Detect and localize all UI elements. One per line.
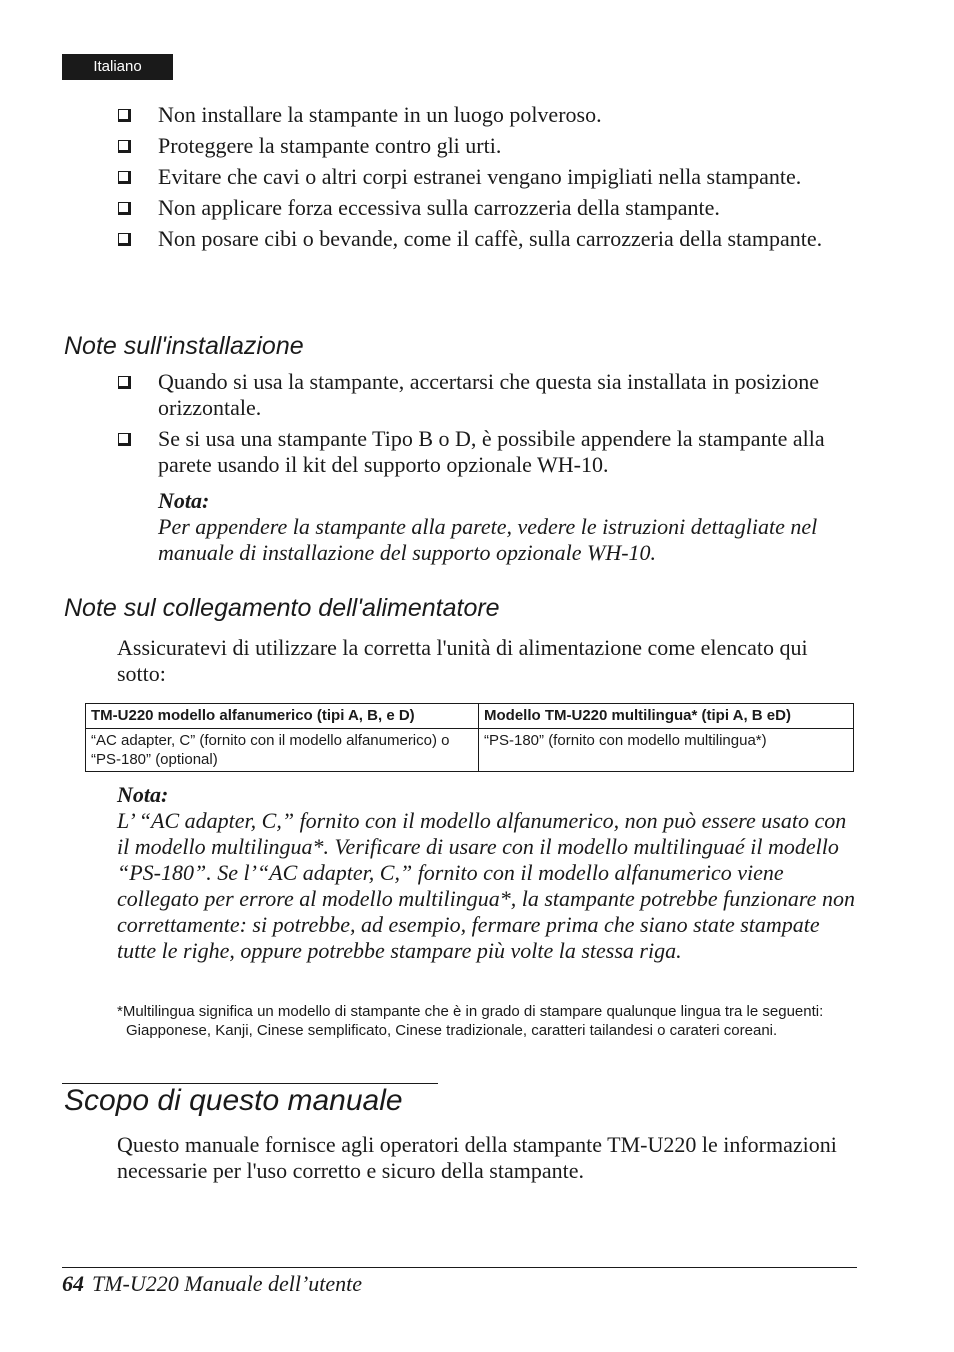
table-header-cell: TM-U220 modello alfanumerico (tipi A, B, e D) [86,704,479,729]
list-item: Non installare la stampante in un luogo polveroso. [118,102,863,128]
table-row [86,729,854,772]
checkbox-bullet-icon [118,202,131,215]
footnote: *Multilingua significa un modello di stampante che è in grado di stampare qualunque lingua tra le seguenti: Giapponese, Kanji, Cinese semplificato, Cinese tradizionale, caratteri tailandesi o carateri coreani. [117,1003,824,1039]
installation-note [158,488,858,566]
manual-title: TM-U220 Manuale dell’utente [92,1271,363,1296]
list-item: Non applicare forza eccessiva sulla carrozzeria della stampante. [118,195,863,221]
checkbox-bullet-icon [118,140,131,153]
list-item: Evitare che cavi o altri corpi estranei vengano impigliati nella stampante. [118,164,863,190]
installation-list [118,369,863,483]
power-intro: Assicuratevi di utilizzare la corretta l'unità di alimentazione come elencato qui sotto: [117,635,808,686]
table-header-cell: Modello TM-U220 multilingua* (tipi A, B eD) [479,704,854,729]
language-tab: Italiano [62,54,173,80]
note-text: Per appendere la stampante alla parete, vedere le istruzioni dettagliate nel manuale di installazione del supporto opzionale WH-10. [158,514,818,565]
checkbox-bullet-icon [118,233,131,246]
power-adapter-table [85,703,854,772]
note-label: Nota: [158,488,210,513]
installation-heading: Note sull'installazione [64,332,304,360]
footer-rule [62,1267,857,1268]
checkbox-bullet-icon [118,433,131,446]
precautions-list [118,102,863,257]
page-number: 64 [62,1271,84,1296]
scope-heading: Scopo di questo manuale [64,1084,403,1117]
power-note [117,782,857,964]
list-item: Non posare cibi o bevande, come il caffè, sulla carrozzeria della stampante. [118,226,863,252]
note-label: Nota: [117,782,169,807]
scope-text: Questo manuale fornisce agli operatori della stampante TM-U220 le informazioni necessarie per l'uso corretto e sicuro della stampante. [117,1132,837,1183]
list-item: Proteggere la stampante contro gli urti. [118,133,863,159]
table-header-row [86,704,854,729]
power-heading: Note sul collegamento dell'alimentatore [64,594,500,622]
checkbox-bullet-icon [118,109,131,122]
list-item: Quando si usa la stampante, accertarsi che questa sia installata in posizione orizzontale. [118,369,863,421]
table-cell: “AC adapter, C” (fornito con il modello alfanumerico) o “PS-180” (optional) [86,729,479,772]
checkbox-bullet-icon [118,171,131,184]
checkbox-bullet-icon [118,376,131,389]
table-cell: “PS-180” (fornito con modello multilingua*) [479,729,854,772]
note-text: L’ “AC adapter, C,” fornito con il modello alfanumerico, non può essere usato con il modello multilingua*. Verificare di usare con il modello multilinguaé il modello “PS-180”. Se l’“AC adapter, C,” fornito con il modello alfanumerico viene collegato per errore al modello multilingua*, la stampante potrebbe funzionare non correttamente: si potrebbe, ad esempio, fermare prima che siano state stampate tutte le righe, oppure potrebbe stampare più volte la stessa riga. [117,808,855,963]
page-footer [62,1271,362,1297]
list-item: Se si usa una stampante Tipo B o D, è possibile appendere la stampante alla parete usando il kit del supporto opzionale WH-10. [118,426,863,478]
